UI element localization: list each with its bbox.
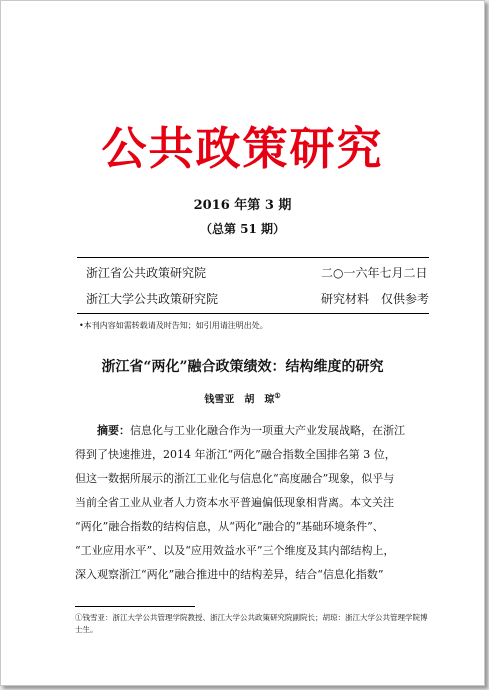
masthead-title: 公共政策研究 <box>101 122 384 175</box>
abstract-label: 摘要： <box>97 424 130 437</box>
publisher-name-2: 浙江大学公共政策研究院 <box>86 292 219 306</box>
reprint-notice: •本刊内容如需转载请及时告知；如引用请注明出处。 <box>79 321 268 330</box>
footnote-line-1: ①钱雪亚：浙江大学公共管理学院教授、浙江大学公共政策研究院副院长；胡琼：浙江大学公共管理学院博 <box>75 613 428 622</box>
abstract-line-7: 深入观察浙江“两化”融合推进中的结构差异，结合“信息化指数” <box>75 568 384 581</box>
abstract-line-1: 摘要：信息化与工业化融合作为一项重大产业发展战略，在浙江 <box>97 424 405 437</box>
issue-total-number: （总第 51 期） <box>199 222 286 236</box>
article-authors <box>1 388 484 408</box>
abstract-line-4: 当前全省工业从业者人力资本水平普遍偏低现象相背离。本文关注 <box>75 496 394 509</box>
abstract-line-6: “工业应用水平”、以及“应用效益水平”三个维度及其内部结构上， <box>75 544 395 557</box>
header-top-rule <box>77 257 429 258</box>
abstract-line-3: 但这一数据所展示的浙江工业化与信息化“高度融合”现象，似乎与 <box>75 472 395 485</box>
abstract-line-5: “两化”融合指数的结构信息，从“两化”融合的“基础环境条件”、 <box>75 520 384 533</box>
header-bottom-rule <box>77 313 429 314</box>
author-footnote-mark: ① <box>274 391 281 400</box>
publisher-name-1: 浙江省公共政策研究院 <box>86 266 207 280</box>
abstract-line-2: 得到了快速推进，2014 年浙江“两化”融合指数全国排名第 3 位， <box>75 448 396 461</box>
author-names: 钱雪亚 胡 琼 <box>204 394 275 406</box>
material-note: 研究材料 仅供参考 <box>321 292 430 306</box>
footnote-line-2: 士生。 <box>75 625 98 634</box>
issue-number: 2016 年第 3 期 <box>193 198 292 213</box>
article-title: 浙江省“两化”融合政策绩效：结构维度的研究 <box>101 359 384 375</box>
footnote-rule <box>75 606 195 607</box>
publish-date: 二○一六年七月二日 <box>321 266 428 280</box>
